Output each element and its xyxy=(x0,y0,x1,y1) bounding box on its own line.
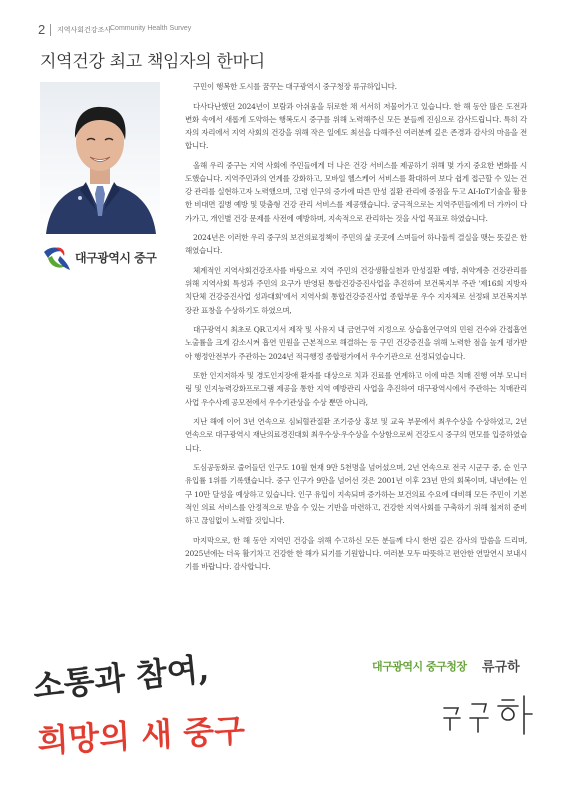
paragraph: 또한 인지저하자 및 경도인지장애 환자를 대상으로 치과 진료를 연계하고 이에 따른 치매 진행 여부 모니터링 및 인지능력강화프로그램 제공을 통한 지역 예방관리 사업을 추진하여 대구광역시에서 주관하는 치매관리사업 우수사례 공모전에서 우수기관상을 수상 뿐만 아니라, xyxy=(185,371,527,407)
page-number: 2 xyxy=(38,22,46,37)
handwritten-signature xyxy=(438,690,538,740)
paragraph: 2024년은 이러한 우리 중구의 보건의료정책이 주민의 삶 곳곳에 스며들어 하나둘씩 결실을 맺는 뜻깊은 한 해였습니다. xyxy=(185,233,527,256)
slogan-line-2: 희망의 새 중구 xyxy=(36,711,246,760)
paragraph: 다사다난했던 2024년이 보람과 아쉬움을 뒤로한 채 서서히 저물어가고 있습니다. 한 해 동안 많은 도전과 변화 속에서 새롭게 도약하는 행복도시 중구를 위해 노력해주신 모든 분들께 진심으로 감사드립니다. 특히 각자의 자리에서 지역 사회의 건강을 위해 작은 일에도 최선을 다해주신 여러분께 깊은 존경과 감사의 마음을 전합니다. xyxy=(185,101,527,151)
page-title: 지역건강 최고 책임자의 한마디 xyxy=(40,52,265,72)
paragraph: 구민이 행복한 도시를 꿈꾸는 대구광역시 중구청장 류규하입니다. xyxy=(193,82,397,91)
header-divider xyxy=(50,24,51,36)
paragraph: 마지막으로, 한 해 동안 지역민 건강을 위해 수고하신 모든 분들께 다시 한번 깊은 감사의 말씀을 드리며, 2025년에는 더욱 활기차고 건강한 한 해가 되기를 기원합니다. 여러분 모두 따뜻하고 편안한 연말연시 보내시기를 바랍니다. 감사합니다. xyxy=(185,535,527,572)
svg-text:소통과 참여, xyxy=(31,650,211,706)
mayor-portrait xyxy=(40,82,160,234)
header-series-korean: 지역사회건강조사 xyxy=(57,27,112,34)
paragraph: 올해 우리 중구는 지역 사회에 주민들에게 더 나은 건강 서비스를 제공하기 위해 몇 가지 중요한 변화를 시도했습니다. 지역주민과의 연계를 강화하고, 모바일 헬스케어 서비스를 확대하여 보다 쉽게 접근할 수 있는 건강 관리를 실현하고자 노력했으며, 고령 인구의 증가에 따른 만성 질환 관리에 중점을 두고 AI-IoT기술을 활용한 비대면 질병 예방 및 맞춤형 건강 관리 서비스를 제공했습니다. 궁극적으로는 지역주민들에게 더 가까이 다가가고, 개인별 건강 문제를 사전에 예방하며, 지속적으로 관리하는 것을 사업 목표로 하였습니다. xyxy=(185,160,527,223)
signoff-role: 대구광역시 중구청장 xyxy=(372,660,467,673)
message-body xyxy=(185,80,527,580)
paragraph: 지난 해에 이어 3년 연속으로 심뇌혈관질환 조기증상 홍보 및 교육 부문에서 최우수상을 수상하였고, 2년 연속으로 대구광역시 재난의료경진대회 최우수상·우수상을 수상함으로써 건강도시 중구의 면모를 입증하였습니다. xyxy=(185,417,527,453)
calligraphy-slogan xyxy=(30,649,246,765)
svg-text:희망의 새 중구 xyxy=(36,711,246,760)
header-series-english: Community Health Survey xyxy=(110,25,192,32)
district-logo-text: 대구광역시 중구 xyxy=(75,251,157,265)
signoff-name: 류규하 xyxy=(482,660,520,675)
paragraph: 대구광역시 최초로 QR고지서 제작 및 사유지 내 금연구역 지정으로 상습흡연구역의 민원 건수와 간접흡연 노출률을 크게 감소시켜 흡연 민원을 근본적으로 해결하는 등 구민 건강증진을 위해 노력한 점을 높게 평가받아 행정안전부가 주관하는 2024년 적극행정 종합평가에서 우수기관으로 선정되었습니다. xyxy=(185,325,527,361)
portrait-illustration xyxy=(40,82,160,234)
paragraph: 도심공동화로 줄어들던 인구도 10월 현재 9만 5천명을 넘어섰으며, 2년 연속으로 전국 시군구 중, 순 인구 유입률 1위를 기록했습니다. 중구 인구가 9만을 넘어선 것은 2001년 이후 23년 만의 회복이며, 내년에는 인구 10만 달성을 예상하고 있습니다. 인구 유입이 지속되며 증가하는 보건의료 수요에 대비해 모든 주민이 기본적인 의료 서비스를 안정적으로 받을 수 있는 기반을 마련하고, 건강한 지역사회를 구축하기 위해 철저히 준비하고 끊임없이 노력할 것입니다. xyxy=(185,463,527,526)
paragraph: 체계적인 지역사회건강조사를 바탕으로 지역 주민의 건강생활실천과 만성질환 예방, 취약계층 건강관리를 위해 지역사회 특성과 주민의 요구가 반영된 통합건강증진사업을 추진하여 보건복지부 주관 '제16회 지방자치단체 건강증진사업 성과대회'에서 지역사회 통합건강증진사업 종합부문 우수 지자체로 선정돼 보건복지부장관 표창을 수상하기도 하였으며, xyxy=(185,266,527,315)
slogan-line-1: 소통과 참여, xyxy=(30,649,211,706)
